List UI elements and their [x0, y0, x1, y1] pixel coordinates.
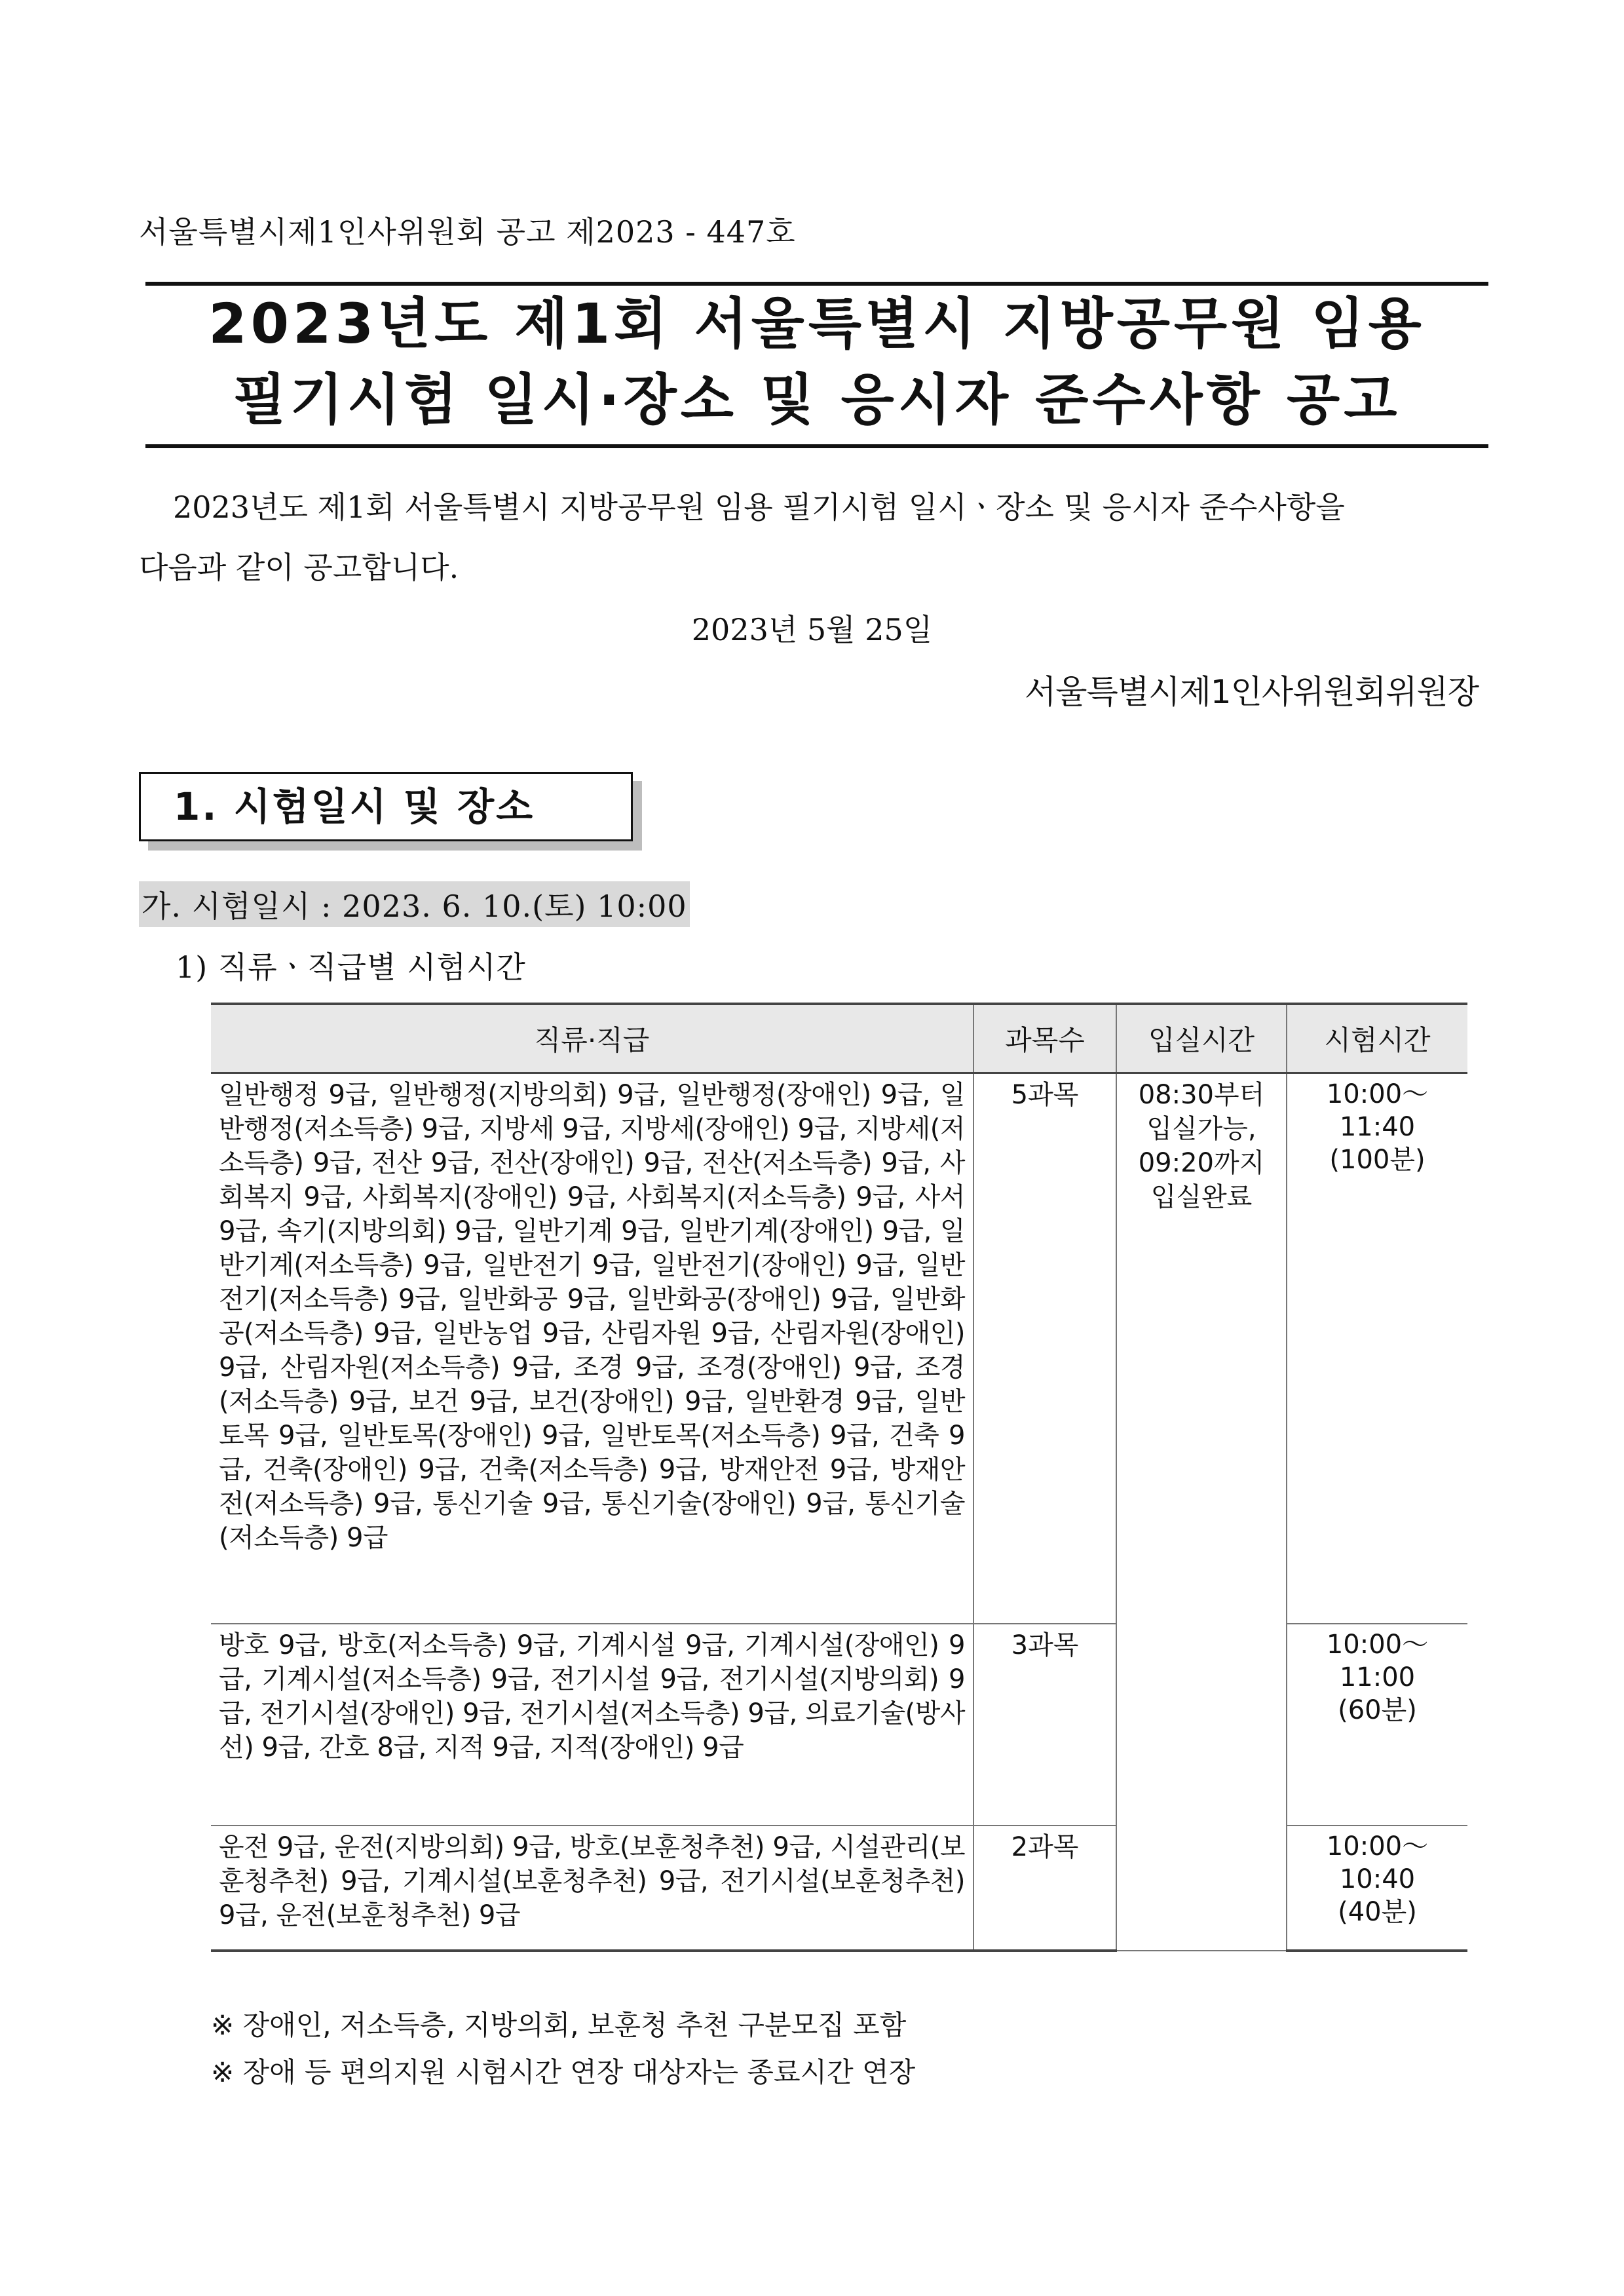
- subject-count-cell: 5과목: [973, 1073, 1116, 1624]
- entry-time-line: 입실완료: [1150, 1182, 1253, 1212]
- exam-duration: (40분): [1338, 1897, 1417, 1927]
- intro-line-1: 2023년도 제1회 서울특별시 지방공무원 임용 필기시험 일시ㆍ장소 및 응시자 준수사항을: [173, 489, 1345, 525]
- notice-date: 2023년 5월 25일: [691, 612, 933, 647]
- exam-duration: (100분): [1329, 1145, 1426, 1175]
- job-list-cell: 일반행정 9급, 일반행정(지방의회) 9급, 일반행정(장애인) 9급, 일반행정(저소득층) 9급, 지방세 9급, 지방세(장애인) 9급, 지방세(저소득층) 9급, 전산 9급, 전산(장애인) 9급, 전산(저소득층) 9급, 사회복지 9급, 사회복지(장애인) 9급, 사회복지(저소득층) 9급, 사서 9급, 속기(지방의회) 9급, 일반기계 9급, 일반기계(장애인) 9급, 일반기계(저소득층) 9급, 일반전기 9급, 일반전기(장애인) 9급, 일반전기(저소득층) 9급, 일반화공 9급, 일반화공(장애인) 9급, 일반화공(저소득층) 9급, 일반농업 9급, 산림자원 9급, 산림자원(장애인) 9급, 산림자원(저소득층) 9급, 조경 9급, 조경(장애인) 9급, 조경(저소득층) 9급, 보건 9급, 보건(장애인) 9급, 일반환경 9급, 일반토목 9급, 일반토목(장애인) 9급, 일반토목(저소득층) 9급, 건축 9급, 건축(장애인) 9급, 건축(저소득층) 9급, 방재안전 9급, 방재안전(저소득층) 9급, 통신기술 9급, 통신기술(장애인) 9급, 통신기술(저소득층) 9급: [211, 1073, 973, 1624]
- document-title: [145, 282, 1488, 448]
- notice-number: 서울특별시제1인사위원회 공고 제2023 - 447호: [139, 214, 796, 250]
- exam-time-cell: [1287, 1826, 1467, 1951]
- note-item: ※ 장애 등 편의지원 시험시간 연장 대상자는 종료시간 연장: [211, 2056, 916, 2088]
- entry-time-cell: [1116, 1073, 1287, 1951]
- exam-datetime-heading: 가. 시험일시 : 2023. 6. 10.(토) 10:00: [139, 881, 690, 927]
- exam-time-cell: [1287, 1073, 1467, 1624]
- entry-time-line: 입실가능,: [1146, 1114, 1256, 1144]
- job-list-cell: 방호 9급, 방호(저소득층) 9급, 기계시설 9급, 기계시설(장애인) 9급, 기계시설(저소득층) 9급, 전기시설 9급, 전기시설(지방의회) 9급, 전기시설(장애인) 9급, 전기시설(저소득층) 9급, 의료기술(방사선) 9급, 간호 8급, 지적 9급, 지적(장애인) 9급: [211, 1624, 973, 1826]
- title-bottom-rule: [145, 444, 1488, 448]
- subject-count-cell: 2과목: [973, 1826, 1116, 1951]
- header-job-grade: 직류·직급: [211, 1004, 973, 1073]
- exam-time-range: 10:00～10:40: [1326, 1831, 1429, 1894]
- entry-time-line: 08:30부터: [1138, 1080, 1265, 1110]
- intro-line-2: 다음과 같이 공고합니다.: [139, 550, 459, 585]
- header-entry-time: 입실시간: [1116, 1004, 1287, 1073]
- table-notes: [211, 2002, 915, 2096]
- subject-count-cell: 3과목: [973, 1624, 1116, 1826]
- table-row: [211, 1073, 1467, 1624]
- exam-time-range: 10:00～11:00: [1326, 1630, 1429, 1693]
- exam-duration: (60분): [1338, 1695, 1417, 1725]
- exam-time-cell: [1287, 1624, 1467, 1826]
- section-1-title: 1. 시험일시 및 장소: [174, 784, 535, 829]
- table-header-row: [211, 1004, 1467, 1073]
- exam-time-range: 10:00～11:40: [1326, 1079, 1429, 1142]
- header-subject-count: 과목수: [973, 1004, 1116, 1073]
- exam-time-by-grade-heading: 1) 직류ㆍ직급별 시험시간: [176, 949, 526, 985]
- section-1-heading-box: [139, 772, 633, 841]
- header-exam-time: 시험시간: [1287, 1004, 1467, 1073]
- signer: 서울특별시제1인사위원회위원장: [1024, 673, 1479, 711]
- title-line-2: 필기시험 일시·장소 및 응시자 준수사항 공고: [233, 368, 1401, 432]
- title-line-1: 2023년도 제1회 서울특별시 지방공무원 임용: [208, 292, 1426, 356]
- job-list-cell: 운전 9급, 운전(지방의회) 9급, 방호(보훈청추천) 9급, 시설관리(보훈청추천) 9급, 기계시설(보훈청추천) 9급, 전기시설(보훈청추천) 9급, 운전(보훈청추천) 9급: [211, 1826, 973, 1951]
- intro-paragraph: [139, 477, 1482, 598]
- entry-time-line: 09:20까지: [1138, 1148, 1265, 1178]
- exam-schedule-table: [211, 1003, 1467, 1952]
- note-item: ※ 장애인, 저소득층, 지방의회, 보훈청 추천 구분모집 포함: [211, 2009, 907, 2041]
